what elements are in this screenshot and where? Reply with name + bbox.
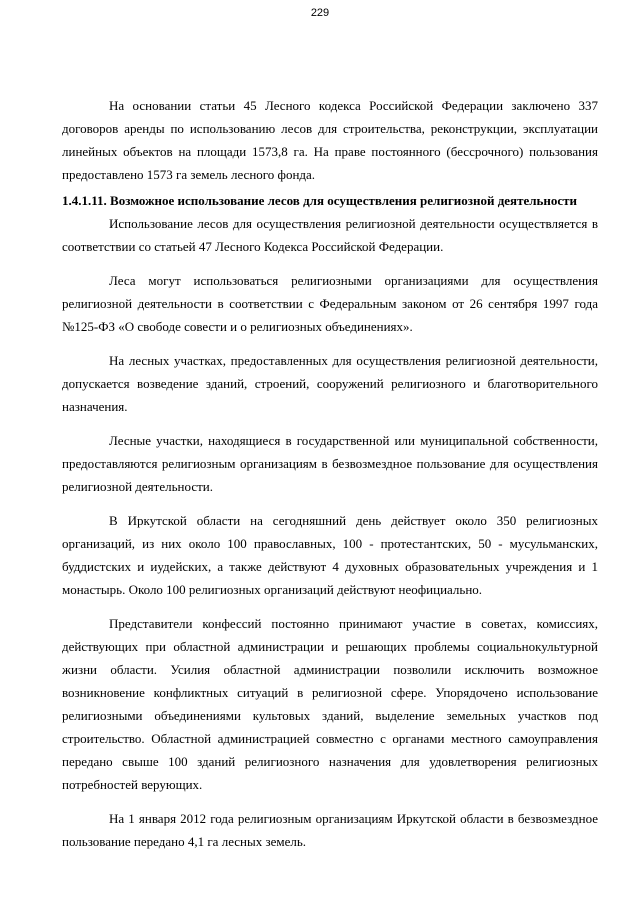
paragraph-irkutsk-statistics: В Иркутской области на сегодняшний день действует около 350 религиозных организаций, из них около 100 православных, 100 - протестантских, 50 - мусульманских, буддистских и иудейских, а также действуют 4 духовных образовательных учреждения и 1 монастырь. Около 100 религиозных организаций действуют неофициально. (62, 513, 598, 597)
paragraph-confessions-participation: Представители конфессий постоянно принимают участие в советах, комиссиях, действующих при областной администрации и решающих проблемы социальнокультурной жизни области. Усилия областной администрации позволили исключить возможное возникновение конфликтных ситуаций в религиозной сфере. Упорядочено использование религиозными объединениями культовых зданий, выделение земельных участков под строительство. Областной администрацией совместно с органами местного самоуправления передано свыше 100 зданий религиозного назначения для удовлетворения религиозных потребностей верующих. (62, 616, 598, 792)
paragraph-legal-basis: Использование лесов для осуществления религиозной деятельности осуществляется в соответствии со статьей 47 Лесного Кодекса Российской Федерации. (62, 216, 598, 254)
paragraph-religious-organizations-law: Леса могут использоваться религиозными организациями для осуществления религиозной деятельности в соответствии с Федеральным законом от 26 сентября 1997 года №125-ФЗ «О свободе совести и о религиозных объединениях». (62, 273, 598, 334)
paragraph-land-transferred: На 1 января 2012 года религиозным организациям Иркутской области в безвозмездное пользование передано 4,1 га лесных земель. (62, 811, 598, 849)
paragraph-lease-agreements: На основании статьи 45 Лесного кодекса Российской Федерации заключено 337 договоров аренды по использованию лесов для строительства, реконструкции, эксплуатации линейных объектов на площади 1573,8 га. На праве постоянного (бессрочного) пользования предоставлено 1573 га земель лесного фонда. (62, 98, 598, 182)
paragraph-free-use: Лесные участки, находящиеся в государственной или муниципальной собственности, предоставляются религиозным организациям в безвозмездное пользование для осуществления религиозной деятельности. (62, 433, 598, 494)
paragraph-permitted-buildings: На лесных участках, предоставленных для осуществления религиозной деятельности, допускается возведение зданий, строений, сооружений религиозного и благотворительного назначения. (62, 353, 598, 414)
section-heading: 1.4.1.11. Возможное использование лесов для осуществления религиозной деятельности (62, 193, 578, 208)
page-number: 229 (310, 7, 330, 19)
document-body (62, 94, 598, 864)
